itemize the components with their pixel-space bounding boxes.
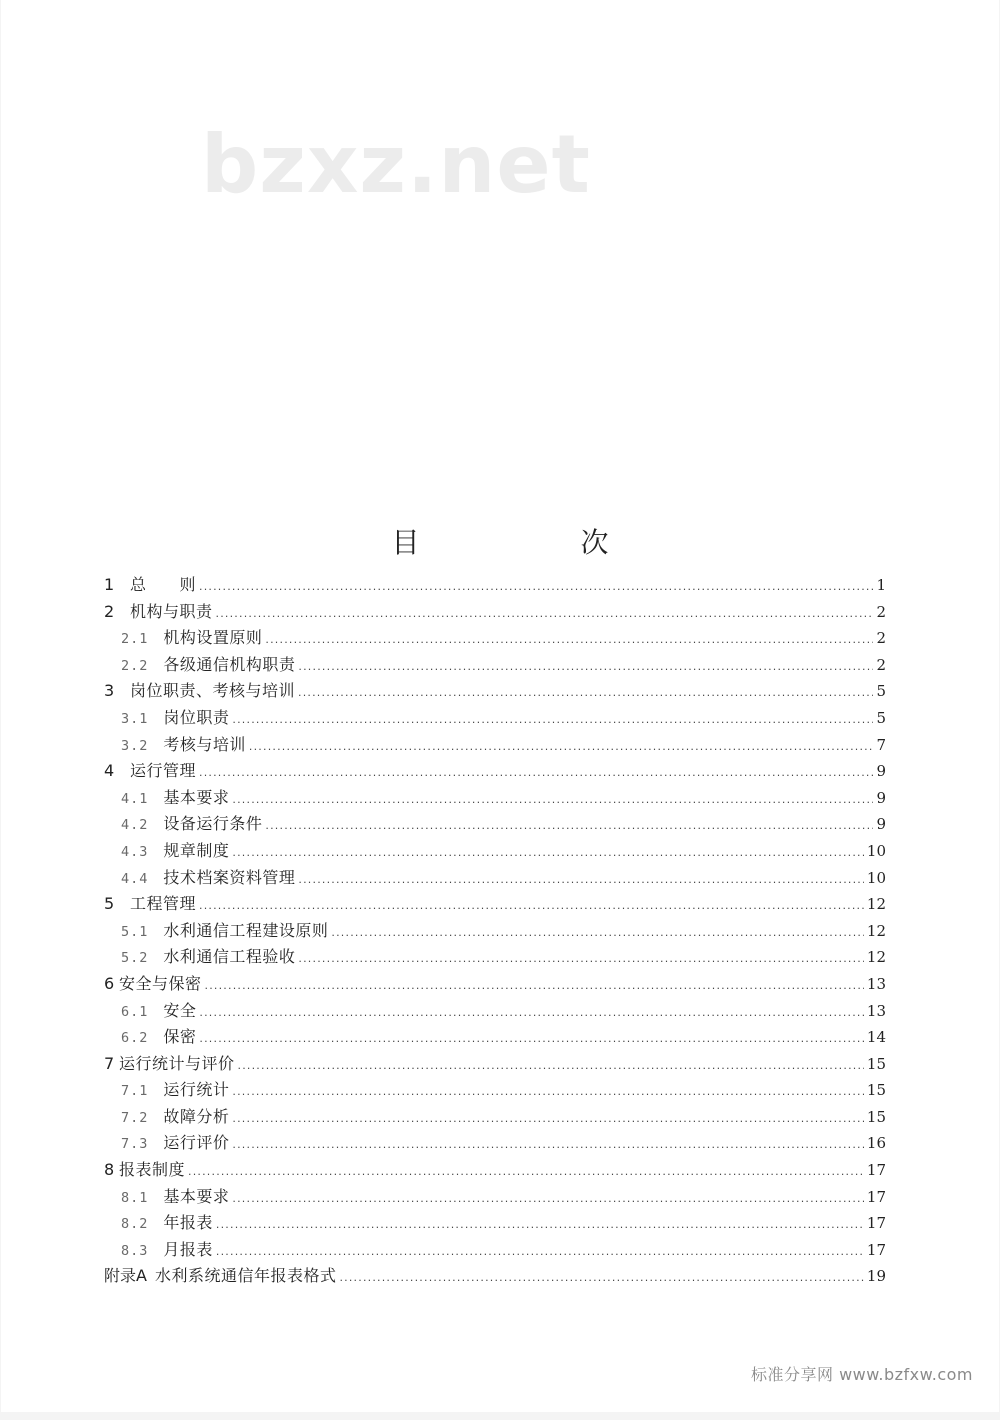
toc-entry-label: 运行评价 (163, 1133, 230, 1153)
toc-entry-label: 工程管理 (130, 894, 197, 914)
toc-entry-4-4[interactable] (104, 865, 886, 892)
dot-leader (199, 1006, 864, 1019)
toc-entry-label: 运行管理 (130, 761, 197, 781)
toc-entry-6-2[interactable] (104, 1024, 886, 1051)
toc-entry-8-1[interactable] (104, 1184, 886, 1211)
dot-leader (216, 607, 873, 620)
dot-leader (232, 1192, 864, 1205)
toc-entry-4[interactable] (104, 758, 886, 785)
toc-entry-page: 17 (866, 1214, 886, 1233)
dot-leader (238, 1059, 864, 1072)
toc-entry-number: 2 (104, 601, 115, 621)
toc-entry-page: 13 (866, 1001, 886, 1020)
toc-entry-7-1[interactable] (104, 1077, 886, 1104)
dot-leader (199, 899, 864, 912)
dot-leader (265, 819, 873, 832)
toc-entry-label: 考核与培训 (163, 734, 246, 754)
dot-leader (232, 1138, 864, 1151)
toc-entry-4-2[interactable] (104, 811, 886, 838)
toc-entry-number: 5.2 (121, 950, 149, 967)
toc-entry-page: 13 (866, 974, 886, 993)
toc-entry-label: 运行统计与评价 (119, 1053, 235, 1073)
toc-entry-page: 10 (866, 841, 886, 860)
toc-entry-label: 设备运行条件 (163, 814, 263, 834)
toc-entry-label: 水利系统通信年报表格式 (154, 1266, 337, 1286)
toc-entry-page: 15 (866, 1107, 886, 1126)
table-of-contents (104, 572, 886, 1290)
toc-entry-8[interactable] (104, 1157, 886, 1184)
toc-entry-number: 5.1 (121, 923, 149, 940)
toc-entry-7-2[interactable] (104, 1104, 886, 1131)
toc-entry-page: 9 (876, 815, 886, 834)
toc-entry-label: 岗位职责、考核与培训 (130, 681, 296, 701)
toc-entry-6-1[interactable] (104, 998, 886, 1025)
toc-entry-7-3[interactable] (104, 1130, 886, 1157)
toc-entry-6[interactable] (104, 971, 886, 998)
toc-entry-label: 安全与保密 (119, 973, 202, 993)
dot-leader (331, 926, 864, 939)
dot-leader (205, 979, 864, 992)
toc-entry-page: 10 (866, 868, 886, 887)
toc-entry-number: 4 (104, 761, 115, 781)
dot-leader (216, 1245, 864, 1258)
toc-entry-5-2[interactable] (104, 944, 886, 971)
toc-entry-number: 7.3 (121, 1136, 149, 1153)
toc-entry-number: 3.1 (121, 710, 149, 727)
toc-entry-number: 4.3 (121, 843, 149, 860)
toc-entry-5-1[interactable] (104, 918, 886, 945)
toc-entry-page: 15 (866, 1054, 886, 1073)
toc-entry-number: 3 (104, 681, 115, 701)
toc-entry-2[interactable] (104, 599, 886, 626)
toc-entry-number: 8.1 (121, 1189, 149, 1206)
toc-entry-label: 保密 (163, 1027, 197, 1047)
toc-entry-label: 故障分析 (163, 1106, 230, 1126)
toc-entry-label: 报表制度 (119, 1160, 186, 1180)
toc-entry-page: 5 (876, 682, 886, 701)
toc-entry-label: 运行统计 (163, 1080, 230, 1100)
toc-entry-page: 15 (866, 1081, 886, 1100)
toc-entry-page: 12 (866, 895, 886, 914)
toc-entry-number: 2.1 (121, 631, 149, 648)
toc-entry-page: 9 (876, 762, 886, 781)
toc-entry-number: 6 (104, 973, 115, 993)
toc-entry-label: 基本要求 (163, 1186, 230, 1206)
dot-leader (232, 1085, 864, 1098)
toc-entry-number: 3.2 (121, 737, 149, 754)
dot-leader (232, 793, 873, 806)
toc-entry-page: 7 (876, 735, 886, 754)
toc-entry-number: 4.4 (121, 870, 149, 887)
toc-entry-number: 7.2 (121, 1109, 149, 1126)
toc-entry-number: 6.2 (121, 1030, 149, 1047)
toc-entry-label: 机构设置原则 (163, 628, 263, 648)
toc-entry-4-1[interactable] (104, 785, 886, 812)
toc-entry-label: 安全 (163, 1000, 197, 1020)
dot-leader (249, 740, 873, 753)
toc-title: 目 次 (391, 526, 685, 559)
toc-entry-page: 16 (866, 1134, 886, 1153)
dot-leader (339, 1271, 863, 1284)
toc-entry-page: 12 (866, 948, 886, 967)
toc-entry-label: 各级通信机构职责 (163, 654, 296, 674)
dot-leader (199, 580, 873, 593)
toc-entry-7[interactable] (104, 1051, 886, 1078)
toc-entry-page: 2 (876, 655, 886, 674)
toc-entry-number: 1 (104, 575, 115, 594)
dot-leader (265, 633, 873, 646)
toc-entry-number: 4.2 (121, 817, 149, 834)
toc-entry-1[interactable] (104, 572, 886, 599)
toc-entry-number: 8 (104, 1160, 115, 1180)
toc-entry-label: 机构与职责 (130, 601, 213, 621)
toc-entry-label: 月报表 (163, 1239, 213, 1259)
toc-entry-3-2[interactable] (104, 732, 886, 759)
toc-entry-page: 1 (876, 576, 886, 594)
toc-entry-number: 5 (104, 894, 115, 914)
dot-leader (298, 873, 864, 886)
toc-entry-8-2[interactable] (104, 1210, 886, 1237)
toc-entry-page: 19 (866, 1267, 886, 1286)
dot-leader (232, 1112, 864, 1125)
dot-leader (298, 952, 864, 965)
toc-entry-number: 7.1 (121, 1083, 149, 1100)
toc-entry-page: 2 (876, 629, 886, 648)
toc-entry-page: 5 (876, 708, 886, 727)
toc-entry-label: 岗位职责 (163, 707, 230, 727)
toc-entry-page: 9 (876, 788, 886, 807)
toc-entry-page: 17 (866, 1187, 886, 1206)
toc-entry-page: 17 (866, 1161, 886, 1180)
toc-entry-3-1[interactable] (104, 705, 886, 732)
toc-entry-3[interactable] (104, 678, 886, 705)
toc-entry-number: 8.3 (121, 1242, 149, 1259)
dot-leader (298, 686, 873, 699)
toc-entry-page: 17 (866, 1240, 886, 1259)
dot-leader (232, 713, 873, 726)
dot-leader (298, 660, 873, 673)
dot-leader (232, 846, 864, 859)
toc-entry-2-2[interactable] (104, 652, 886, 679)
toc-entry-label: 基本要求 (163, 787, 230, 807)
dot-leader (199, 766, 873, 779)
toc-entry-page: 12 (866, 921, 886, 940)
toc-entry-label: 技术档案资料管理 (163, 867, 296, 887)
toc-entry-number: 4.1 (121, 790, 149, 807)
toc-entry-page: 14 (866, 1028, 886, 1047)
toc-entry-number: 6.1 (121, 1003, 149, 1020)
toc-entry-label: 年报表 (163, 1213, 213, 1233)
toc-entry-number: 8.2 (121, 1216, 149, 1233)
toc-entry-number: 2.2 (121, 657, 149, 674)
dot-leader (188, 1165, 864, 1178)
toc-entry-label: 水利通信工程验收 (163, 947, 296, 967)
toc-entry-label: 水利通信工程建设原则 (163, 920, 329, 940)
dot-leader (199, 1032, 864, 1045)
watermark: bzxz.net (201, 118, 591, 211)
dot-leader (216, 1218, 864, 1231)
toc-entry-2-1[interactable] (104, 625, 886, 652)
toc-entry-5[interactable] (104, 891, 886, 918)
toc-entry-page: 2 (876, 602, 886, 621)
document-page (1, 0, 999, 1412)
toc-entry-appendix-a[interactable] (104, 1263, 886, 1290)
toc-entry-4-3[interactable] (104, 838, 886, 865)
toc-entry-number: 7 (104, 1053, 115, 1073)
toc-entry-number: 附录A (104, 1266, 147, 1286)
footer-watermark: 标准分享网 www.bzfxw.com (751, 1365, 973, 1384)
toc-entry-8-3[interactable] (104, 1237, 886, 1264)
toc-entry-label: 规章制度 (163, 840, 230, 860)
toc-entry-label: 总 则 (130, 575, 197, 594)
